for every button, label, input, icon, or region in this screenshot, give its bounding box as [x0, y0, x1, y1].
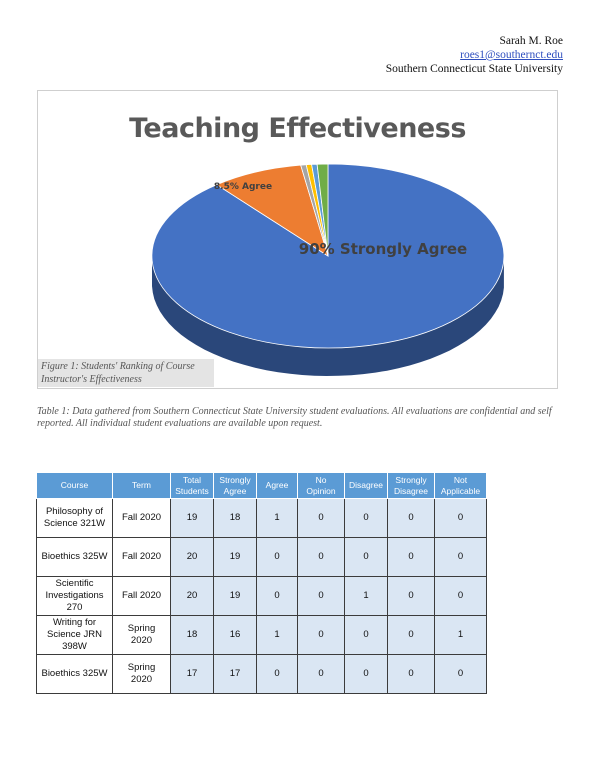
table-cell: 1: [257, 499, 298, 538]
figure-caption: Figure 1: Students' Ranking of Course Instructor's Effectiveness: [38, 359, 214, 387]
table-row: [37, 616, 487, 655]
table-cell: 0: [435, 538, 487, 577]
column-header-not-applicable: Not Applicable: [435, 473, 487, 499]
pie-label-agree: 8.5% Agree: [213, 182, 273, 192]
table-cell: 0: [435, 499, 487, 538]
column-header-strongly-disagree: Strongly Disagree: [388, 473, 435, 499]
table-row: [37, 577, 487, 616]
table-cell: 0: [257, 538, 298, 577]
table-cell: 17: [171, 655, 214, 694]
table-cell: 0: [388, 577, 435, 616]
author-header: [386, 34, 563, 76]
column-header-term: Term: [113, 473, 171, 499]
table-cell: 16: [214, 616, 257, 655]
column-header-strongly-agree: Strongly Agree: [214, 473, 257, 499]
table-row: [37, 538, 487, 577]
table-cell: 0: [388, 616, 435, 655]
table-cell: 18: [214, 499, 257, 538]
table-cell: 19: [214, 577, 257, 616]
chart-title: Teaching Effectiveness: [129, 113, 466, 144]
column-header-agree: Agree: [257, 473, 298, 499]
table-cell: 0: [298, 577, 345, 616]
table-cell: 0: [345, 616, 388, 655]
table-cell: Bioethics 325W: [37, 538, 113, 577]
column-header-disagree: Disagree: [345, 473, 388, 499]
table-cell: 0: [298, 655, 345, 694]
table-cell: 20: [171, 577, 214, 616]
table-row: [37, 655, 487, 694]
table-cell: 17: [214, 655, 257, 694]
table-row: [37, 499, 487, 538]
chart-figure: [37, 90, 558, 389]
author-email-link[interactable]: roes1@southernct.edu: [460, 49, 563, 61]
table-cell: 0: [388, 499, 435, 538]
column-header-total-students: Total Students: [171, 473, 214, 499]
table-cell: 18: [171, 616, 214, 655]
author-institution: Southern Connecticut State University: [385, 63, 563, 75]
table-cell: 0: [257, 577, 298, 616]
table-cell: Spring 2020: [113, 655, 171, 694]
table-body: [37, 499, 487, 694]
table-cell: Spring 2020: [113, 616, 171, 655]
table-cell: 0: [345, 499, 388, 538]
table-cell: 19: [214, 538, 257, 577]
table-cell: 1: [345, 577, 388, 616]
table-cell: 0: [388, 655, 435, 694]
table-cell: 0: [298, 499, 345, 538]
table-cell: 0: [298, 616, 345, 655]
table-cell: 20: [171, 538, 214, 577]
table-cell: 0: [298, 538, 345, 577]
table-cell: 0: [345, 655, 388, 694]
table-cell: Writing for Science JRN 398W: [37, 616, 113, 655]
table-cell: 0: [435, 655, 487, 694]
table-caption: Table 1: Data gathered from Southern Connecticut State University student evaluations. All evaluations are confidential and self reported. All individual student evaluations are available upon request.: [37, 406, 552, 429]
table-cell: 0: [257, 655, 298, 694]
table-cell: 0: [345, 538, 388, 577]
table-cell: Philosophy of Science 321W: [37, 499, 113, 538]
table-cell: 1: [257, 616, 298, 655]
table-cell: Fall 2020: [113, 499, 171, 538]
pie-label-strongly-agree: 90% Strongly Agree: [298, 240, 468, 258]
table-cell: 0: [388, 538, 435, 577]
author-name: Sarah M. Roe: [499, 35, 563, 47]
table-cell: Bioethics 325W: [37, 655, 113, 694]
table-cell: 1: [435, 616, 487, 655]
table-cell: Fall 2020: [113, 538, 171, 577]
table-cell: 0: [435, 577, 487, 616]
column-header-no-opinion: No Opinion: [298, 473, 345, 499]
table-header-row: [37, 473, 487, 499]
table-cell: 19: [171, 499, 214, 538]
evaluation-table: [36, 472, 487, 694]
column-header-course: Course: [37, 473, 113, 499]
table-cell: Fall 2020: [113, 577, 171, 616]
table-cell: Scientific Investigations 270: [37, 577, 113, 616]
